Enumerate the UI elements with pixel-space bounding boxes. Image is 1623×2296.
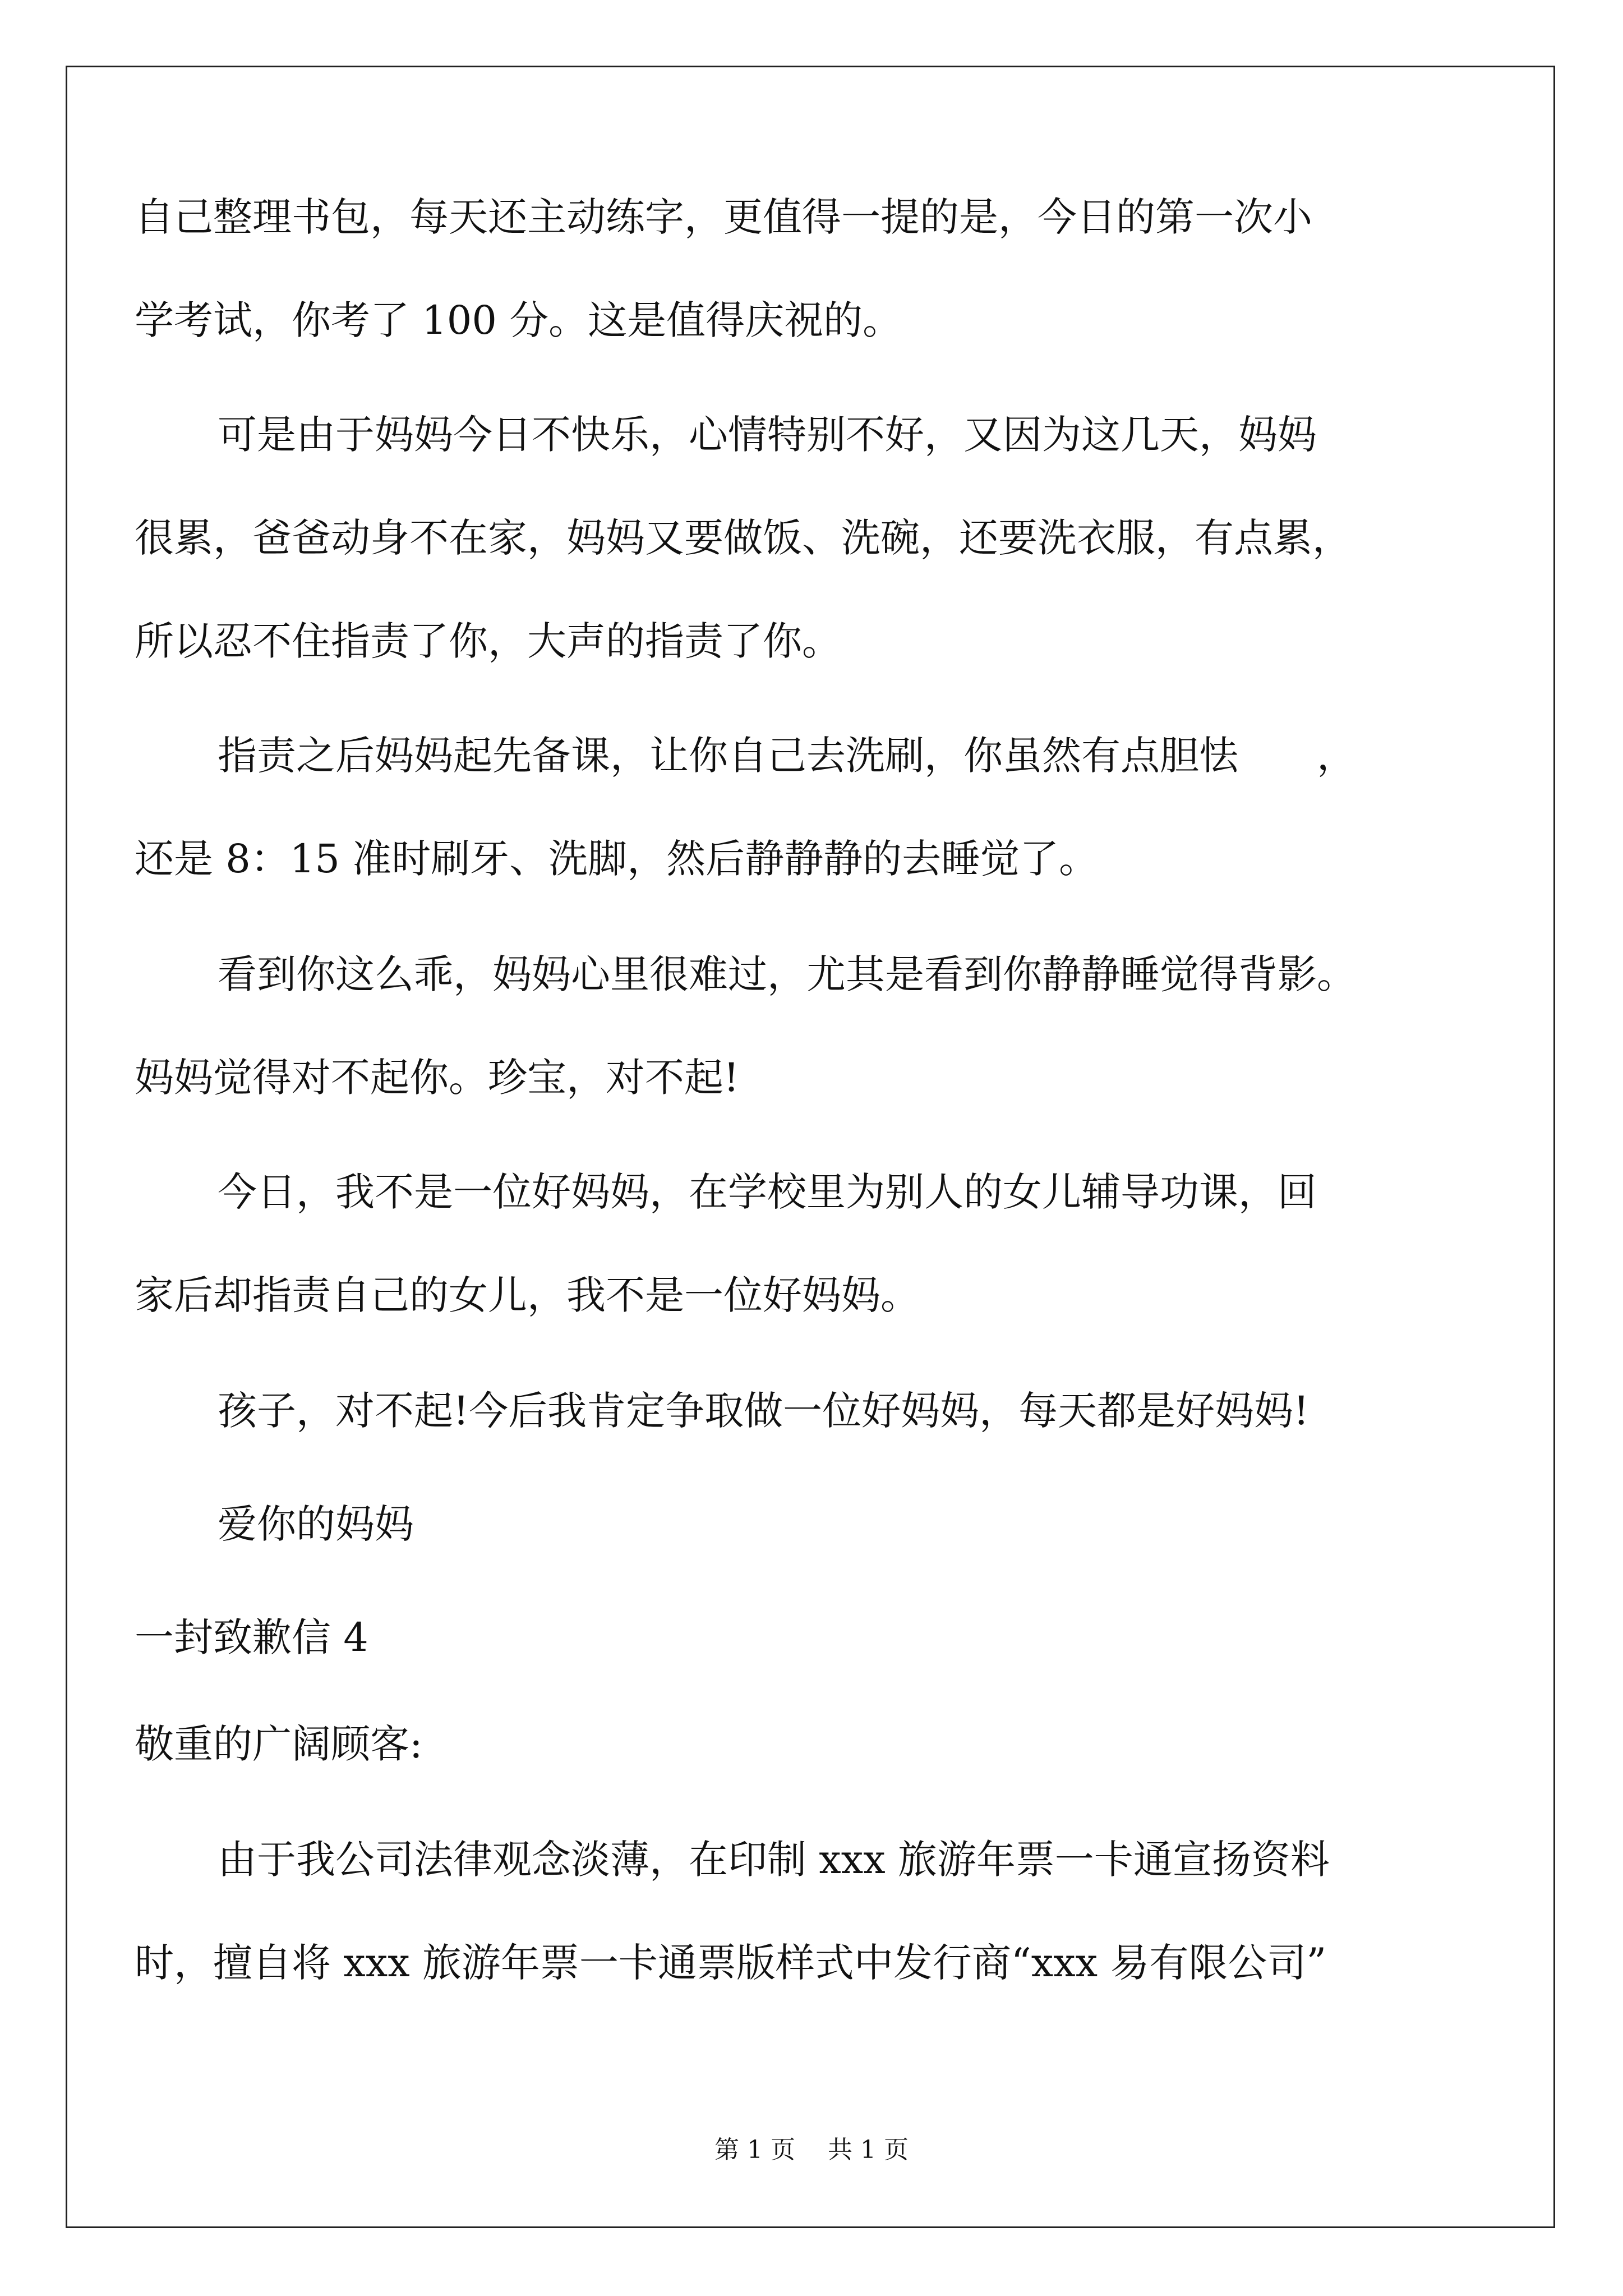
paragraph-6-line-1: 孩子，对不起!今后我肯定争取做一位好妈妈，每天都是好妈妈! <box>218 1388 1310 1434</box>
section-heading: 一封致歉信 4 <box>135 1614 368 1660</box>
paragraph-4-line-2: 妈妈觉得对不起你。珍宝，对不起! <box>135 1055 740 1101</box>
signature-line: 爱你的妈妈 <box>218 1501 414 1547</box>
paragraph-3-line-1: 指责之后妈妈起先备课，让你自己去洗刷，你虽然有点胆怯 ， <box>218 733 1356 779</box>
paragraph-2-line-1: 可是由于妈妈今日不快乐，心情特别不好，又因为这几天，妈妈 <box>218 412 1317 458</box>
paragraph-5-line-1: 今日，我不是一位好妈妈，在学校里为别人的女儿辅导功课，回 <box>218 1169 1317 1215</box>
paragraph-2-line-3: 所以忍不住指责了你，大声的指责了你。 <box>135 618 841 664</box>
paragraph-7-line-1: 由于我公司法律观念淡薄，在印制 xxx 旅游年票一卡通宣扬资料 <box>218 1837 1330 1883</box>
text-line-2: 学考试，你考了 100 分。这是值得庆祝的。 <box>135 297 902 343</box>
page-number-footer: 第 1 页 共 1 页 <box>714 2136 909 2164</box>
salutation-line: 敬重的广阔顾客: <box>135 1721 423 1767</box>
paragraph-2-line-2: 很累，爸爸动身不在家，妈妈又要做饭、洗碗，还要洗衣服，有点累， <box>135 515 1352 561</box>
text-line-1: 自己整理书包，每天还主动练字，更值得一提的是，今日的第一次小 <box>135 194 1312 240</box>
paragraph-4-line-1: 看到你这么乖，妈妈心里很难过，尤其是看到你静静睡觉得背影。 <box>218 951 1356 997</box>
paragraph-7-line-2: 时，擅自将 xxx 旅游年票一卡通票版样式中发行商“xxx 易有限公司” <box>135 1940 1327 1986</box>
paragraph-3-line-2: 还是 8：15 准时刷牙、洗脚，然后静静静的去睡觉了。 <box>135 836 1099 882</box>
page-frame <box>66 66 1555 2228</box>
paragraph-5-line-2: 家后却指责自己的女儿，我不是一位好妈妈。 <box>135 1272 920 1318</box>
